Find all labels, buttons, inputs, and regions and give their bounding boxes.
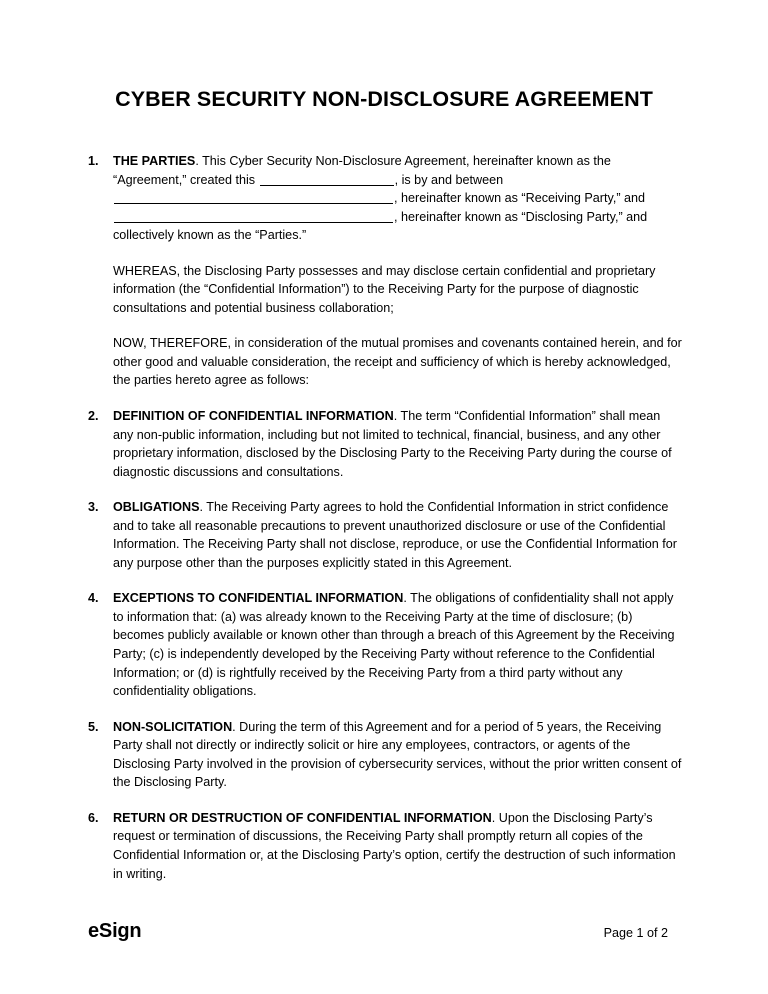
clause-2-number: 2. — [88, 409, 99, 424]
clause-4-heading: EXCEPTIONS TO CONFIDENTIAL INFORMATION — [113, 591, 404, 606]
clause-4-exceptions — [88, 589, 682, 700]
clause-6-number: 6. — [88, 810, 99, 825]
disclosing-party-blank-field[interactable] — [114, 209, 393, 223]
clause-1-heading: THE PARTIES — [113, 154, 196, 168]
clause-1-text — [113, 152, 682, 245]
clause-2-body: . The term “Confidential Information” shall mean any non-public information, including but not limited to technical, financial, business, and any other proprietary information, disclosed by the Disclosing Party to the Receiving Party during the course of diagnostic discussions and consultations. — [113, 409, 672, 479]
recital-now-therefore — [88, 334, 682, 390]
clause-4-text — [113, 589, 682, 700]
clause-5-body: . During the term of this Agreement and for a period of 5 years, the Receiving Party shall not directly or indirectly solicit or hire any employees, contractors, or agents of the Disclosing Party involved in the provision of cybersecurity services, without the prior written consent of the Disclosing Party. — [113, 719, 682, 790]
clause-1-after-blank-1: , is by and between — [394, 172, 504, 187]
clause-1-the-parties — [88, 152, 682, 245]
recital-whereas-text: WHEREAS, the Disclosing Party possesses and may disclose certain confidential and proprietary information (the “Confidential Information”) to the Receiving Party for the purpose of diagnostic consultations and potential business collaboration; — [113, 263, 656, 315]
clause-1-lead: . This Cyber Security Non-Disclosure Agreement, hereinafter known as the “Agreement,” created this — [113, 154, 611, 187]
clause-1-number: 1. — [88, 154, 99, 168]
clause-5-text — [113, 718, 682, 792]
recital-whereas — [88, 262, 682, 318]
clause-3-number: 3. — [88, 500, 99, 515]
clause-2-definition — [88, 407, 682, 481]
clause-6-text — [113, 809, 682, 883]
receiving-party-blank-field[interactable] — [114, 190, 393, 204]
clause-1-after-blank-2: , hereinafter known as “Receiving Party,” and — [394, 191, 646, 206]
clause-4-body: . The obligations of confidentiality shall not apply to information that: (a) was already known to the Receiving Party at the time of disclosure; (b) becomes publicly available or known other than through a breach of this Agreement by the Receiving Party; (c) is independently developed by the Receiving Party without reference to the Confidential Information; or (d) is rightfully received by the Receiving Party from a third party without any confidentiality obligations. — [113, 591, 675, 699]
clause-6-return-or-destruction — [88, 809, 682, 883]
clause-4-number: 4. — [88, 591, 99, 606]
clause-3-text — [113, 498, 682, 572]
clause-3-heading: OBLIGATIONS — [113, 500, 200, 515]
clause-5-non-solicitation — [88, 718, 682, 792]
page-number: Page 1 of 2 — [603, 926, 668, 940]
clause-2-heading: DEFINITION OF CONFIDENTIAL INFORMATION — [113, 409, 394, 424]
page-title: CYBER SECURITY NON-DISCLOSURE AGREEMENT — [115, 87, 653, 111]
clause-2-text — [113, 407, 682, 481]
recital-now-therefore-text: NOW, THEREFORE, in consideration of the mutual promises and covenants contained herein, and for other good and valuable consideration, the receipt and sufficiency of which is hereby acknowledged, the parties hereto agree as follows: — [113, 336, 682, 388]
page-footer — [88, 920, 668, 943]
clause-6-heading: RETURN OR DESTRUCTION OF CONFIDENTIAL INFORMATION — [113, 810, 492, 825]
clause-3-body: . The Receiving Party agrees to hold the Confidential Information in strict confidence and to take all reasonable precautions to prevent unauthorized disclosure or use of the Confidential Information. The Receiving Party shall not disclose, reproduce, or use the Confidential Information for any purpose other than the purposes explicitly stated in this Agreement. — [113, 500, 677, 570]
clause-6-body: . Upon the Disclosing Party’s request or termination of discussions, the Receiving Party shall promptly return all copies of the Confidential Information or, at the Disclosing Party’s option, certify the destruction of such information in writing. — [113, 810, 676, 881]
esign-logo: eSign — [88, 920, 142, 942]
disclosing-party-line — [113, 208, 682, 227]
clause-1-tail: collectively known as the “Parties.” — [113, 228, 307, 243]
clause-5-heading: NON-SOLICITATION — [113, 719, 233, 734]
clause-1-after-blank-3: , hereinafter known as “Disclosing Party,” and — [394, 209, 648, 224]
document-body — [88, 152, 682, 900]
date-blank-field[interactable] — [260, 172, 394, 186]
receiving-party-line — [113, 189, 682, 208]
clause-3-obligations — [88, 498, 682, 572]
clause-5-number: 5. — [88, 719, 99, 734]
